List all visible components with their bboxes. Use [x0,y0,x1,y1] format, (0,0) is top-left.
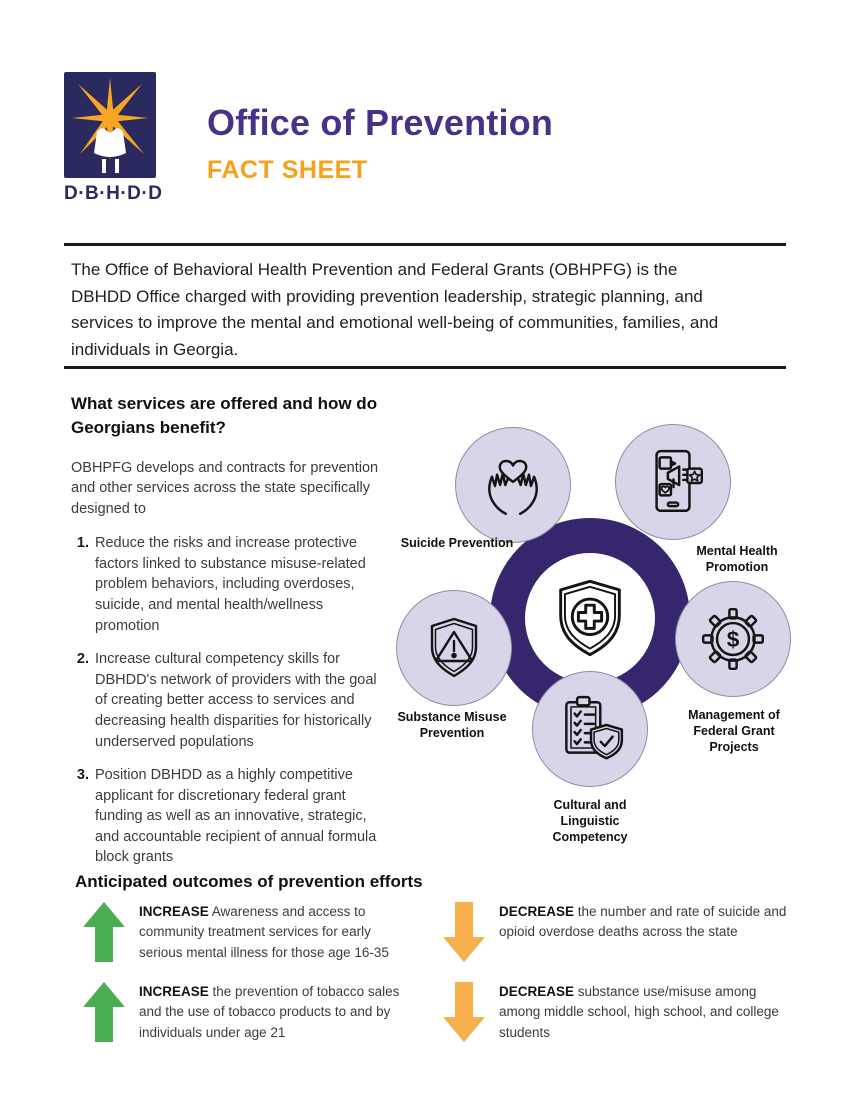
intro-paragraph: The Office of Behavioral Health Prevention and Federal Grants (OBHPFG) is the DBHDD Office charged with providing prevention leadership, strategic planning, and services to improve the mental and emotional well-being of communities, families, and individuals in Georgia. [71,260,719,360]
logo-acronym: D·B·H·D·D [64,183,163,204]
page-subtitle: FACT SHEET [207,156,368,184]
center-circle [525,553,655,683]
outcome-text: INCREASE Awareness and access to community treatment services for early serious mental illness for those age 16-35 [139,904,389,960]
node-label-cultural-linguistic-competency: Cultural and Linguistic Competency [552,798,628,844]
node-label-management-federal-grants: Management of Federal Grant Projects [688,708,780,754]
decrease-arrow-icon [443,902,485,967]
shield-cross-icon [546,574,634,662]
dbhdd-logo [64,72,174,205]
clipboard-shield-icon [553,692,627,766]
outcome-item [443,982,787,1047]
svg-text:$: $ [726,627,740,653]
outcome-item [83,902,413,967]
outcomes-heading: Anticipated outcomes of prevention efforts [75,872,423,891]
node-label-mental-health-promotion: Mental Health Promotion [696,544,778,574]
node-label-substance-misuse-prevention: Substance Misuse Prevention [397,710,507,740]
outcome-text: INCREASE the prevention of tobacco sales and the use of tobacco products to and by individuals under age 21 [139,984,400,1040]
list-item: 1. Reduce the risks and increase protective factors linked to substance misuse-related problem behaviors, including overdoses, suicide, and mental health/wellness promotion [93,533,383,636]
services-heading: What services are offered and how do Georgians benefit? [71,394,378,437]
mental-health-promotion-circle [615,424,731,540]
phone-megaphone-icon [636,445,710,519]
cultural-linguistic-competency-circle [532,671,648,787]
outcome-item [443,902,787,967]
divider-top [64,243,786,246]
outcomes-section [75,870,791,1040]
divider-bottom [64,366,786,369]
increase-arrow-icon [83,982,125,1047]
suicide-prevention-circle [455,427,571,543]
list-item: 2. Increase cultural competency skills for DBHDD's network of providers with the goal of creating better access to services and decreasing health disparities for historically underserved populations [93,649,383,752]
management-federal-grants-circle [675,581,791,697]
page-title: Office of Prevention [207,102,554,143]
dbhdd-logo-icon [64,72,156,178]
decrease-arrow-icon [443,982,485,1047]
shield-warning-icon [418,612,490,684]
services-section [71,392,383,881]
outcome-text: DECREASE substance use/misuse among among middle school, high school, and college students [499,984,779,1040]
outcome-item [83,982,413,1047]
services-list [71,533,383,868]
list-item: 3. Position DBHDD as a highly competitive applicant for discretionary federal grant funding as well as an innovative, strategic, and accountable recipient of annual formula block grants [93,765,383,868]
hands-heart-icon [476,448,550,522]
services-intro: OBHPFG develops and contracts for prevention and other services across the state specifically designed to [71,459,379,517]
substance-misuse-prevention-circle [396,590,512,706]
outcome-text: DECREASE the number and rate of suicide and opioid overdose deaths across the state [499,904,787,940]
gear-dollar-icon [696,602,770,676]
prevention-services-diagram [392,413,794,851]
node-label-suicide-prevention: Suicide Prevention [400,536,514,550]
increase-arrow-icon [83,902,125,967]
